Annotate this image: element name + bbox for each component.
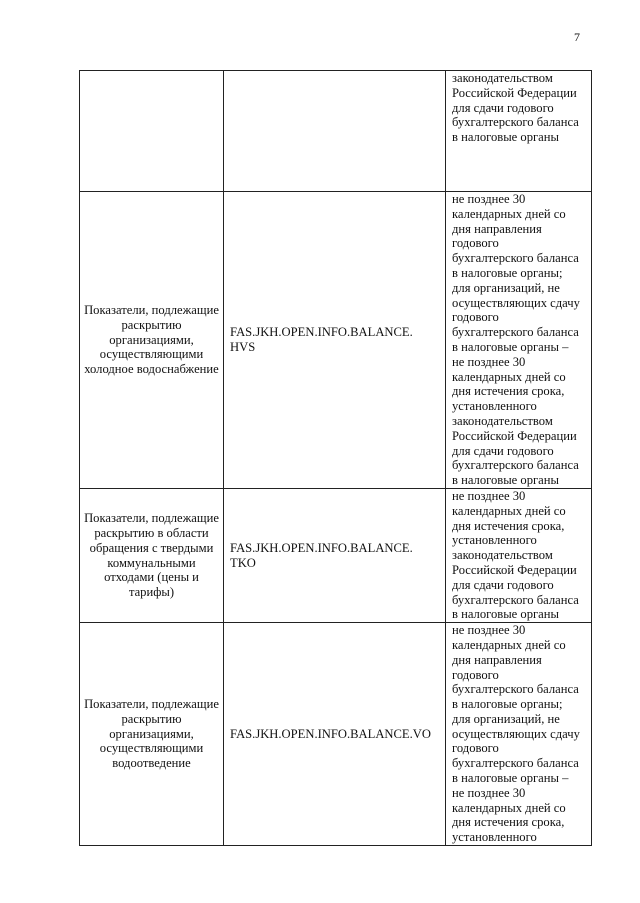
code-cell: FAS.JKH.OPEN.INFO.BALANCE. HVS [224,192,446,489]
disclosure-table [79,70,592,846]
table-row [80,488,592,622]
deadline-cell: не позднее 30 календарных дней со дня направления годового бухгалтерского баланса в налоговые органы; для организаций, не осуществляющих сдачу годового бухгалтерского баланса в налоговые органы – не позднее 30 календарных дней со дня истечения срока, установленного [446,623,592,846]
indicator-cell: Показатели, подлежащие раскрытию организациями, осуществляющими водоотведение [80,623,224,846]
code-cell: FAS.JKH.OPEN.INFO.BALANCE. TKO [224,488,446,622]
code-cell [224,71,446,192]
deadline-cell: не позднее 30 календарных дней со дня направления годового бухгалтерского баланса в налоговые органы; для организаций, не осуществляющих сдачу годового бухгалтерского баланса в налоговые органы – не позднее 30 календарных дней со дня истечения срока, установленного законодательством Российской Федерации для сдачи годового бухгалтерского баланса в налоговые органы [446,192,592,489]
indicator-cell [80,71,224,192]
indicator-cell: Показатели, подлежащие раскрытию организациями, осуществляющими холодное водоснабжение [80,192,224,489]
page-number: 7 [574,30,580,44]
table-row [80,192,592,489]
code-cell: FAS.JKH.OPEN.INFO.BALANCE.VO [224,623,446,846]
table-row [80,71,592,192]
indicator-cell: Показатели, подлежащие раскрытию в области обращения с твердыми коммунальными отходами (цены и тарифы) [80,488,224,622]
deadline-cell: законодательством Российской Федерации для сдачи годового бухгалтерского баланса в налоговые органы [446,71,592,192]
deadline-cell: не позднее 30 календарных дней со дня истечения срока, установленного законодательством Российской Федерации для сдачи годового бухгалтерского баланса в налоговые органы [446,488,592,622]
table-row [80,623,592,846]
